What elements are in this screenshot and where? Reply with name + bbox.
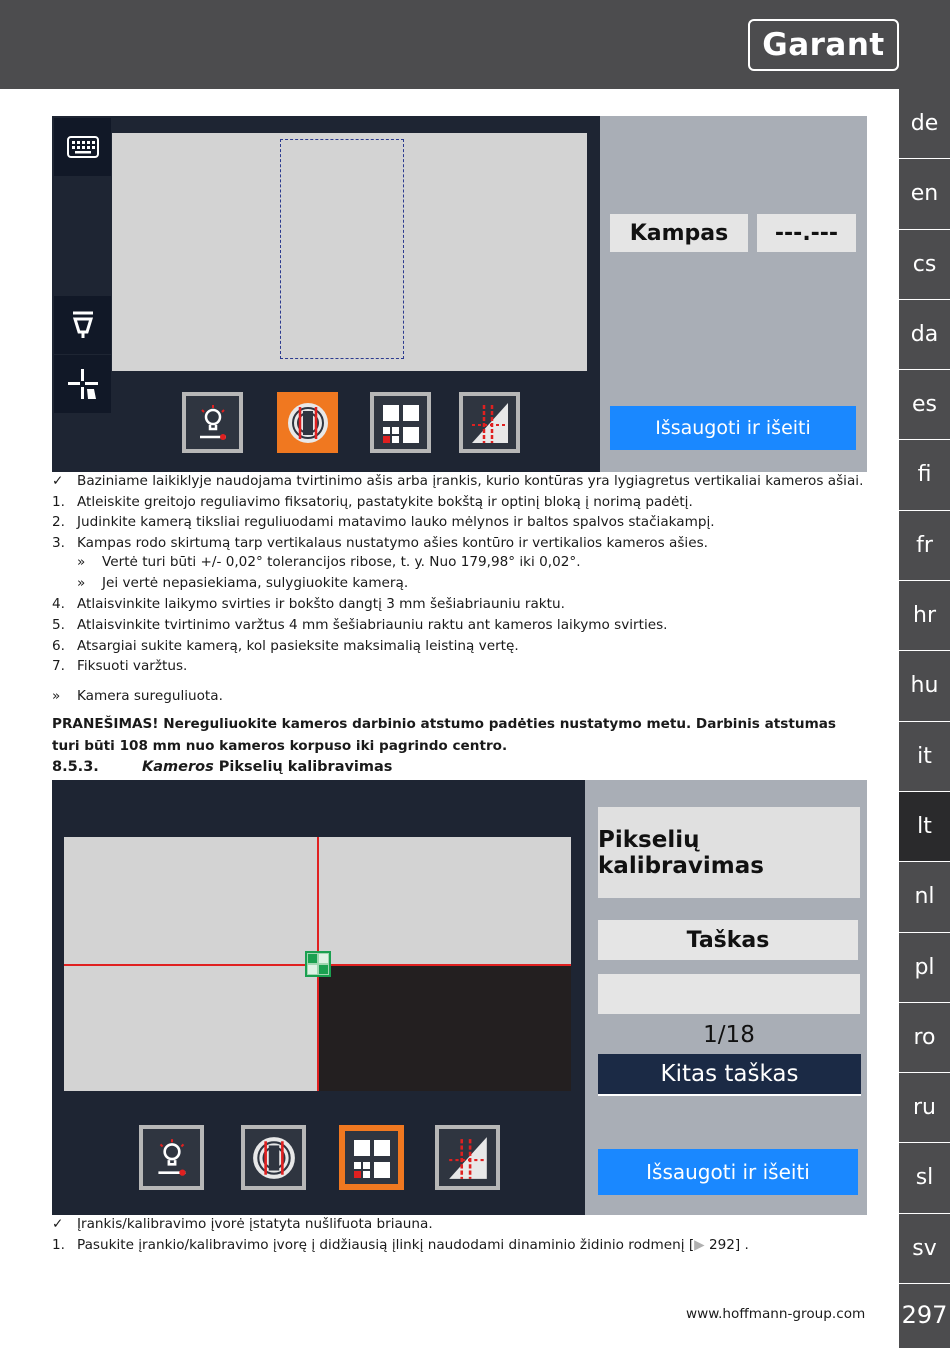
- section-title: Pikselių kalibravimas: [218, 759, 393, 775]
- edge-detect-icon[interactable]: [459, 392, 520, 453]
- next-point-button[interactable]: Kitas taškas: [598, 1054, 861, 1096]
- language-tab-fr[interactable]: fr: [899, 511, 950, 581]
- language-sidebar: [899, 89, 950, 1284]
- measurement-field-rectangle[interactable]: [280, 139, 404, 359]
- language-tab-da[interactable]: da: [899, 300, 950, 370]
- save-and-exit-button[interactable]: Išsaugoti ir išeiti: [598, 1149, 858, 1195]
- notice-label: PRANEŠIMAS!: [52, 716, 159, 732]
- language-tab-lt[interactable]: lt: [899, 792, 950, 862]
- language-tab-ru[interactable]: ru: [899, 1073, 950, 1143]
- check-icon: ✓: [52, 473, 64, 489]
- language-tab-fi[interactable]: fi: [899, 440, 950, 510]
- language-tab-en[interactable]: en: [899, 159, 950, 229]
- focus-icon[interactable]: [241, 1125, 306, 1190]
- angle-label: Kampas: [610, 214, 748, 252]
- angle-value: ---.---: [757, 214, 856, 252]
- edge-detect-icon[interactable]: [435, 1125, 500, 1190]
- page-header: [0, 0, 950, 89]
- calibration-panel: [585, 780, 867, 1215]
- notice-block: [52, 713, 852, 757]
- garant-logo: Garant: [748, 19, 899, 71]
- focus-icon[interactable]: [277, 392, 338, 453]
- language-tab-pl[interactable]: pl: [899, 933, 950, 1003]
- left-toolbar: [52, 116, 112, 472]
- language-tab-es[interactable]: es: [899, 370, 950, 440]
- light-icon[interactable]: [139, 1125, 204, 1190]
- footer-url[interactable]: www.hoffmann-group.com: [686, 1306, 866, 1322]
- angle-panel: [600, 116, 867, 472]
- light-icon[interactable]: [182, 392, 243, 453]
- language-tab-sv[interactable]: sv: [899, 1214, 950, 1284]
- section-title-italic: Kameros: [142, 759, 214, 775]
- language-tab-sl[interactable]: sl: [899, 1143, 950, 1213]
- section-number: 8.5.3.: [52, 759, 99, 775]
- camera-view[interactable]: [64, 837, 571, 1091]
- page-link-arrow-icon[interactable]: ▶: [694, 1237, 705, 1253]
- language-tab-nl[interactable]: nl: [899, 862, 950, 932]
- save-and-exit-button[interactable]: Išsaugoti ir išeiti: [610, 406, 856, 450]
- notice-text: Nereguliuokite kameros darbinio atstumo padėties nustatymo metu. Darbinis atstumas turi būti 108 mm nuo kameros korpuso iki pagrindo centro.: [52, 716, 836, 754]
- pixel-grid-icon[interactable]: [339, 1125, 404, 1190]
- language-tab-de[interactable]: de: [899, 89, 950, 159]
- language-tab-hr[interactable]: hr: [899, 581, 950, 651]
- language-tab-hu[interactable]: hu: [899, 651, 950, 721]
- language-tab-ro[interactable]: ro: [899, 1003, 950, 1073]
- pixel-calibration-screen: [52, 780, 867, 1215]
- keyboard-icon[interactable]: [54, 118, 111, 176]
- tool-holder-icon[interactable]: [54, 296, 111, 354]
- calibration-title: Pikselių kalibravimas: [598, 807, 860, 898]
- target-marker-icon[interactable]: [305, 951, 331, 977]
- calibration-edge: [317, 965, 571, 1091]
- camera-view[interactable]: [112, 133, 587, 371]
- axis-tool-icon[interactable]: [54, 355, 111, 413]
- point-label: Taškas: [598, 920, 858, 960]
- pixel-grid-icon[interactable]: [370, 392, 431, 453]
- language-tab-cs[interactable]: cs: [899, 230, 950, 300]
- page-number: 297: [899, 1284, 950, 1348]
- camera-angle-screen: [52, 116, 867, 472]
- point-progress: 1/18: [703, 1022, 755, 1048]
- check-icon: ✓: [52, 1216, 64, 1232]
- point-value-field: [598, 974, 860, 1014]
- page-reference[interactable]: 292] .: [708, 1237, 749, 1253]
- language-tab-it[interactable]: it: [899, 722, 950, 792]
